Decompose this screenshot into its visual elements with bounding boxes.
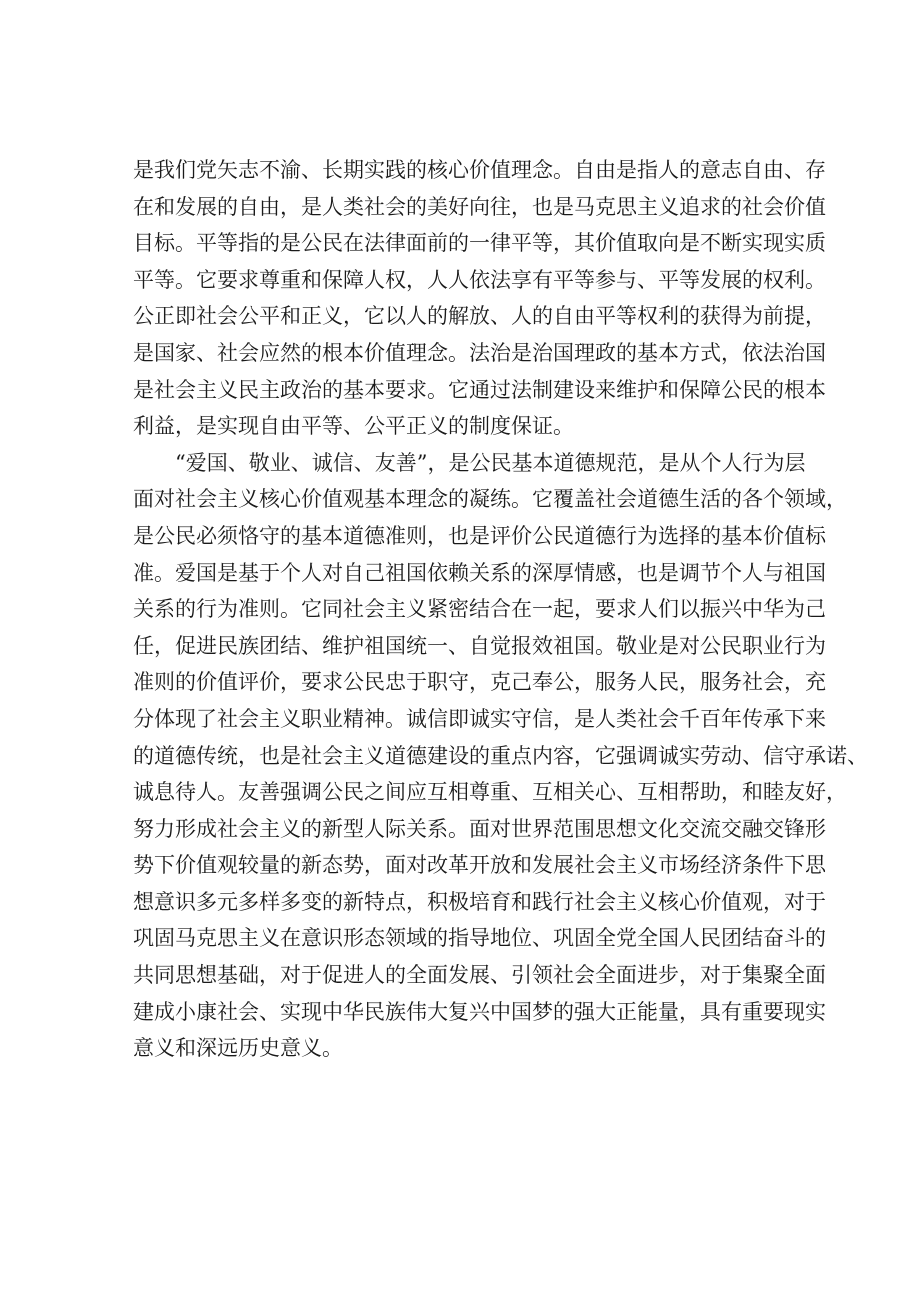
text-line: 公正即社会公平和正义，它以人的解放、人的自由平等权利的获得为前提， xyxy=(133,304,826,329)
text-line: 建成小康社会、实现中华民族伟大复兴中国梦的强大正能量，具有重要现实 xyxy=(133,999,826,1024)
text-line: 是国家、社会应然的根本价值理念。法治是治国理政的基本方式，依法治国 xyxy=(133,340,826,365)
text-line: 面对社会主义核心价值观基本理念的凝练。它覆盖社会道德生活的各个领域， xyxy=(133,487,847,512)
text-line: 努力形成社会主义的新型人际关系。面对世界范围思想文化交流交融交锋形 xyxy=(133,816,826,841)
text-line: 任，促进民族团结、维护祖国统一、自觉报效祖国。敬业是对公民职业行为 xyxy=(133,633,826,658)
text-line: 利益，是实现自由平等、公平正义的制度保证。 xyxy=(133,414,574,439)
text-line: 巩固马克思主义在意识形态领域的指导地位、巩固全党全国人民团结奋斗的 xyxy=(133,926,826,951)
text-line: 是社会主义民主政治的基本要求。它通过法制建设来维护和保障公民的根本 xyxy=(133,377,826,402)
text-line: 准。爱国是基于个人对自己祖国依赖关系的深厚情感，也是调节个人与祖国 xyxy=(133,560,826,585)
text-line: 准则的价值评价，要求公民忠于职守，克己奉公，服务人民，服务社会，充 xyxy=(133,670,826,695)
text-line: 想意识多元多样多变的新特点，积极培育和践行社会主义核心价值观，对于 xyxy=(133,889,826,914)
text-line: 关系的行为准则。它同社会主义紧密结合在一起，要求人们以振兴中华为己 xyxy=(133,597,826,622)
text-line: 的道德传统，也是社会主义道德建设的重点内容，它强调诚实劳动、信守承诺、 xyxy=(133,743,868,768)
text-line: 是公民必须恪守的基本道德准则，也是评价公民道德行为选择的基本价值标 xyxy=(133,523,826,548)
text-line: 意义和深远历史意义。 xyxy=(133,1036,343,1061)
paragraph-1 xyxy=(133,152,826,445)
text-line: 目标。平等指的是公民在法律面前的一律平等，其价值取向是不断实现实质 xyxy=(133,231,826,256)
text-line: 是我们党矢志不渝、长期实践的核心价值理念。自由是指人的意志自由、存 xyxy=(133,158,826,182)
text-line: 分体现了社会主义职业精神。诚信即诚实守信，是人类社会千百年传承下来 xyxy=(133,706,826,731)
text-line: 诚息待人。友善强调公民之间应互相尊重、互相关心、互相帮助，和睦友好， xyxy=(133,780,847,805)
text-line: 在和发展的自由，是人类社会的美好向往，也是马克思主义追求的社会价值 xyxy=(133,194,826,219)
text-line: 平等。它要求尊重和保障人权，人人依法享有平等参与、平等发展的权利。 xyxy=(133,267,826,292)
text-line: 势下价值观较量的新态势，面对改革开放和发展社会主义市场经济条件下思 xyxy=(133,853,826,878)
text-line: “爱国、敬业、诚信、友善”，是公民基本道德规范，是从个人行为层 xyxy=(175,450,806,475)
text-line: 共同思想基础，对于促进人的全面发展、引领社会全面进步，对于集聚全面 xyxy=(133,963,826,988)
body-text xyxy=(133,152,868,1067)
paragraph-2 xyxy=(133,445,868,1067)
